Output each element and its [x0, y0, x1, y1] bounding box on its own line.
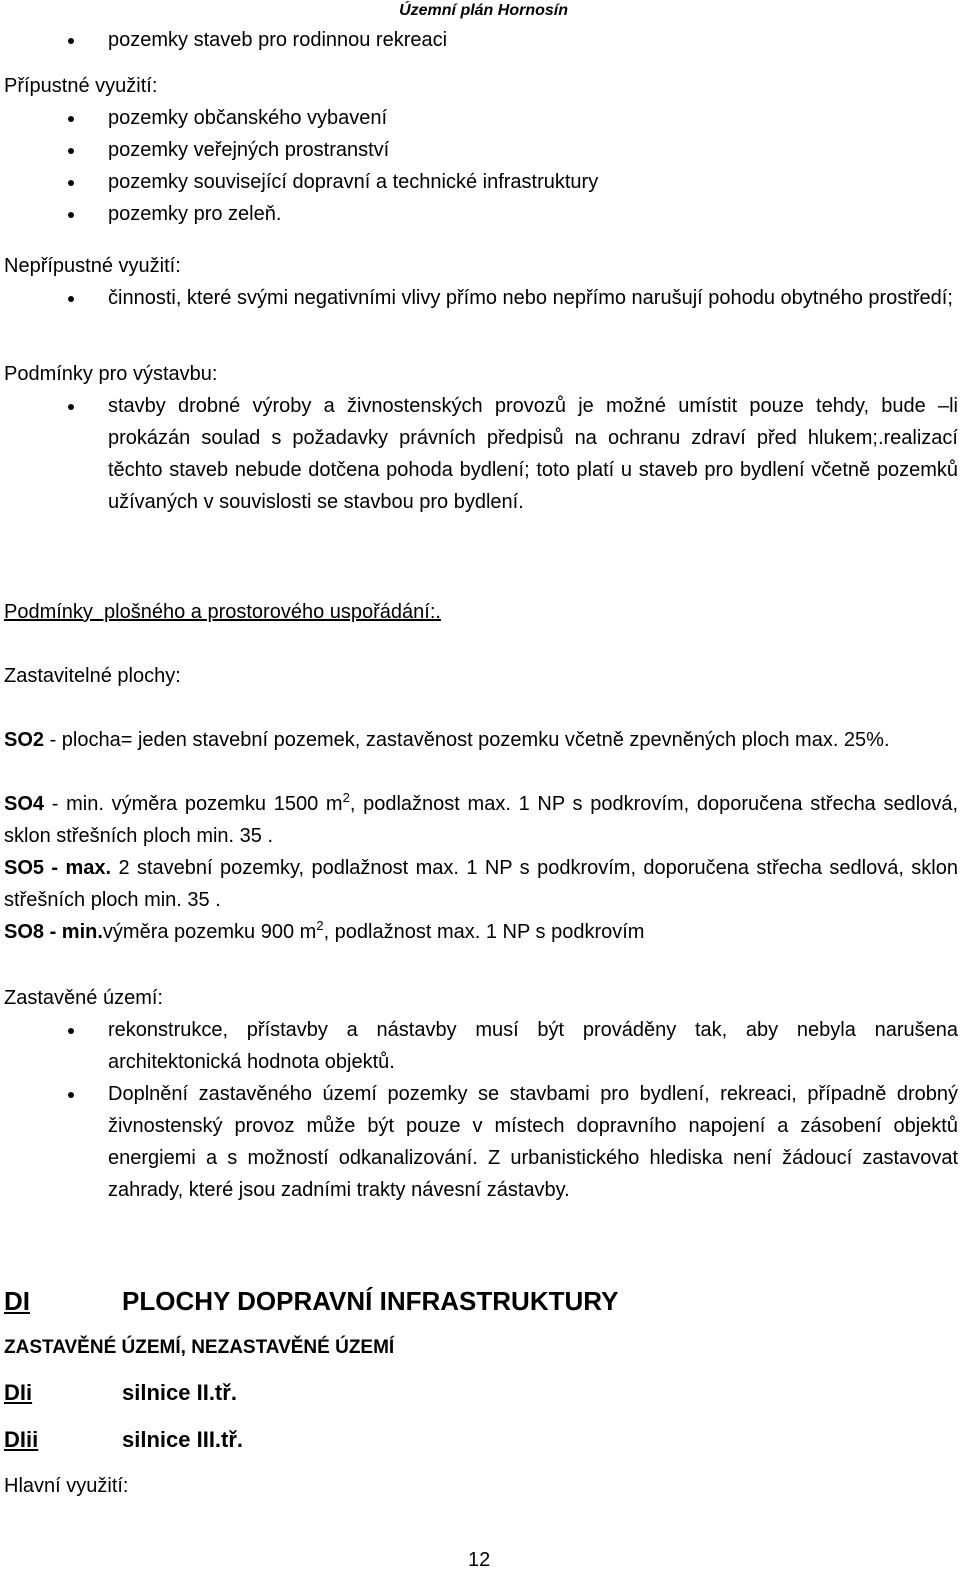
so2-code: SO2 — [4, 729, 45, 751]
bullet-icon — [68, 212, 74, 218]
bullet-icon — [68, 38, 74, 44]
dii-heading — [4, 1377, 958, 1409]
nepripustne-section — [4, 250, 958, 282]
dii-code: DIi — [4, 1380, 33, 1405]
nepripustne-list — [4, 282, 958, 314]
so4-paragraph — [4, 788, 958, 852]
section-label: Přípustné využití: — [4, 75, 158, 97]
section-label: Zastavěné území: — [4, 987, 163, 1009]
so2-paragraph — [4, 724, 958, 756]
so8-code: SO8 - min. — [4, 921, 103, 943]
bullet-icon — [68, 148, 74, 154]
zastavene-heading — [4, 982, 958, 1014]
list-item: Doplnění zastavěného území pozemky se stavbami pro bydlení, rekreaci, případně drobný živnostenský provoz může být pouze v místech dopravního napojení a zásobení objektů energiemi a s možností odkanalizování. Z urbanistického hlediska není žádoucí zastavovat zahrady, které jsou zadními trakty návesní zástavby. — [4, 1078, 958, 1206]
so5-text: 2 stavební pozemky, podlažnost max. 1 NP s podkrovím, doporučena střecha sedlová, sklon střešních ploch min. 35 . — [4, 857, 958, 911]
bullet-icon — [68, 116, 74, 122]
list-item: rekonstrukce, přístavby a nástavby musí být prováděny tak, aby nebyla narušena architektonická hodnota objektů. — [4, 1014, 958, 1078]
di-heading — [4, 1284, 958, 1318]
pripustne-list — [4, 102, 958, 230]
pripustne-section — [4, 70, 958, 102]
podminky-vystavba-list — [4, 390, 958, 518]
top-list — [4, 24, 958, 56]
bullet-icon — [68, 296, 74, 302]
di-title: PLOCHY DOPRAVNÍ INFRASTRUKTURY — [122, 1286, 619, 1316]
bullet-icon — [68, 404, 74, 410]
zastavitelne-heading — [4, 660, 958, 692]
list-item: pozemky pro zeleň. — [4, 198, 958, 230]
list-item: pozemky související dopravní a technické infrastruktury — [4, 166, 958, 198]
so5-code: SO5 - max. — [4, 857, 112, 879]
so5-paragraph — [4, 852, 958, 916]
so4-sup: 2 — [342, 790, 350, 805]
bullet-icon — [68, 180, 74, 186]
bullet-icon — [68, 1092, 74, 1098]
podminky-vystavba-section — [4, 358, 958, 390]
list-item: činnosti, které svými negativními vlivy přímo nebo nepřímo narušují pohodu obytného prostředí; — [4, 282, 958, 314]
di-subheading: ZASTAVĚNÉ ÚZEMÍ, NEZASTAVĚNÉ ÚZEMÍ — [4, 1337, 395, 1358]
so4-text-b: , podlažnost max. 1 NP s podkrovím, doporučena střecha sedlová, sklon střešních ploch min. 35 . — [4, 793, 959, 847]
so8-paragraph — [4, 916, 958, 948]
list-item: pozemky občanského vybavení — [4, 102, 958, 134]
section-label: Podmínky pro výstavbu: — [4, 363, 218, 385]
diii-title: silnice III.tř. — [122, 1427, 244, 1452]
so2-text: - plocha= jeden stavební pozemek, zastavěnost pozemku včetně zpevněných ploch max. 25%. — [44, 729, 890, 751]
so4-text-a: - min. výměra pozemku 1500 m — [44, 793, 343, 815]
so8-text-a: výměra pozemku 900 m — [102, 921, 317, 943]
di-code: DI — [4, 1286, 30, 1316]
section-label: Nepřípustné využití: — [4, 255, 181, 277]
list-item: pozemky staveb pro rodinnou rekreaci — [4, 24, 958, 56]
dii-title: silnice II.tř. — [122, 1380, 237, 1405]
bullet-icon — [68, 1028, 74, 1034]
so8-text-b: , podlažnost max. 1 NP s podkrovím — [323, 921, 645, 943]
section-label: Hlavní využití: — [4, 1475, 129, 1497]
so8-sup: 2 — [316, 918, 324, 933]
so4-code: SO4 — [4, 793, 45, 815]
diii-code: DIii — [4, 1427, 39, 1452]
list-item: stavby drobné výroby a živnostenských provozů je možné umístit pouze tehdy, bude –li prokázán soulad s požadavky právních předpisů na ochranu zdraví před hlukem;.realizací těchto staveb nebude dotčena pohoda bydlení; toto platí u staveb pro bydlení včetně pozemků užívaných v souvislosti se stavbou pro bydlení. — [4, 390, 958, 518]
zastavene-list — [4, 1014, 958, 1206]
list-item: pozemky veřejných prostranství — [4, 134, 958, 166]
page-number: 12 — [468, 1549, 491, 1571]
document-header: Územní plán Hornosín — [399, 2, 568, 19]
diii-heading — [4, 1424, 958, 1456]
section-label: Zastavitelné plochy: — [4, 665, 181, 687]
hlavni-heading — [4, 1470, 958, 1502]
section-label: Podmínky plošného a prostorového uspořádání:. — [4, 601, 441, 623]
podminky-plosne-heading — [4, 596, 958, 628]
